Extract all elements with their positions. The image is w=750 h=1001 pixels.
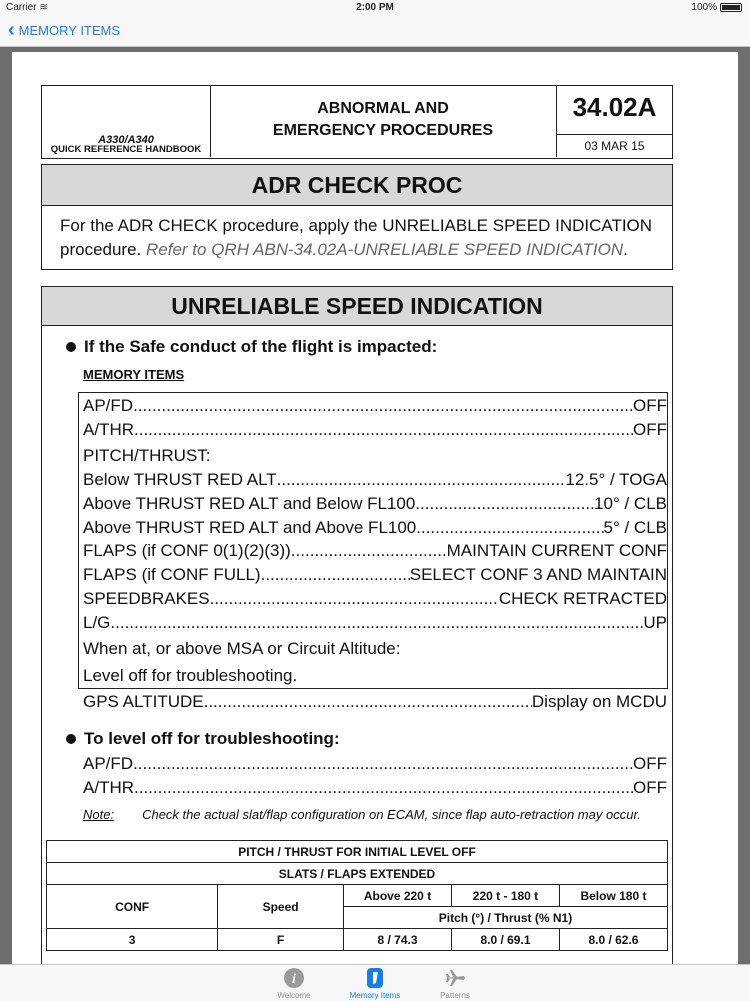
item-value: OFF xyxy=(633,778,667,797)
memory-items-label: MEMORY ITEMS xyxy=(83,367,185,382)
header-speed: Speed xyxy=(218,885,344,929)
item-value: OFF xyxy=(633,420,667,439)
tab-label: Memory Items xyxy=(349,991,401,1000)
bullet-icon xyxy=(66,734,76,744)
document-header xyxy=(41,85,673,159)
item-label: A/THR xyxy=(83,420,134,439)
section-title xyxy=(210,98,556,142)
header-below-180: Below 180 t xyxy=(559,885,667,907)
document-page[interactable] xyxy=(12,52,738,964)
tab-bar xyxy=(0,964,750,1001)
adr-text-line2 xyxy=(60,238,654,262)
table-subtitle: SLATS / FLAPS EXTENDED xyxy=(47,863,668,885)
adr-text-period: . xyxy=(623,240,628,259)
item-value: UP xyxy=(643,613,667,632)
page-number: 34.02A xyxy=(572,92,657,122)
section-title-line2: EMERGENCY PROCEDURES xyxy=(272,122,494,139)
status-bar xyxy=(0,0,750,16)
note-text: Check the actual slat/flap configuration on ECAM, since flap auto-retraction may occur. xyxy=(142,807,641,822)
item-label: L/G xyxy=(83,613,111,632)
tab-label: Patterns xyxy=(440,991,470,1000)
battery-status: 100% xyxy=(691,2,742,13)
pitch-row xyxy=(83,611,667,635)
clock: 2:00 PM xyxy=(356,2,394,13)
tab-memory-items[interactable] xyxy=(335,967,415,1000)
level-row-apfd xyxy=(83,752,667,776)
item-value: OFF xyxy=(633,754,667,773)
cell-speed: F xyxy=(218,929,344,951)
item-value: CHECK RETRACTED xyxy=(498,589,667,608)
pitch-row xyxy=(83,587,667,611)
back-button[interactable] xyxy=(8,19,121,41)
item-label: Below THRUST RED ALT xyxy=(83,470,277,489)
item-label: FLAPS (if CONF FULL) xyxy=(83,565,261,584)
pitch-row xyxy=(83,516,667,540)
cell-conf: 3 xyxy=(47,929,218,951)
adr-text-line1: For the ADR CHECK procedure, apply the UNRELIABLE SPEED INDICATION xyxy=(60,216,653,235)
note-label: Note: xyxy=(83,807,115,822)
header-220-180: 220 t - 180 t xyxy=(452,885,560,907)
pitch-thrust-label: PITCH/THRUST: xyxy=(83,446,211,465)
item-value: Display on MCDU xyxy=(531,692,667,711)
aircraft-type: A330/A340 xyxy=(98,134,154,146)
header-conf: CONF xyxy=(47,885,218,929)
book-icon xyxy=(364,967,386,989)
bullet-flight-impacted-text: If the Safe conduct of the flight is impacted: xyxy=(84,337,438,356)
tab-welcome[interactable] xyxy=(254,967,334,1000)
cell-220-180: 8.0 / 69.1 xyxy=(452,929,560,951)
svg-text:i: i xyxy=(292,972,296,987)
bullet-level-off-text: To level off for troubleshooting: xyxy=(84,729,340,748)
header-pitch-thrust: Pitch (°) / Thrust (% N1) xyxy=(343,907,667,929)
bullet-level-off xyxy=(66,729,340,749)
cell-above-220: 8 / 74.3 xyxy=(343,929,451,951)
adr-check-title: ADR CHECK PROC xyxy=(42,165,672,206)
page-number-cell xyxy=(556,86,672,157)
wifi-icon: ≋ xyxy=(39,2,48,13)
item-label: AP/FD xyxy=(83,754,134,773)
tab-label: Welcome xyxy=(277,991,311,1000)
item-value: 10° / CLB xyxy=(594,494,667,513)
item-label: A/THR xyxy=(83,778,134,797)
item-value: 12.5° / TOGA xyxy=(565,470,667,489)
info-icon xyxy=(283,967,305,989)
table-title: PITCH / THRUST FOR INITIAL LEVEL OFF xyxy=(47,841,668,863)
bullet-icon xyxy=(66,342,76,352)
level-row-athr xyxy=(83,776,667,800)
item-label: FLAPS (if CONF 0(1)(2)(3)) xyxy=(83,541,291,560)
item-label: GPS ALTITUDE xyxy=(83,692,204,711)
handbook-cell xyxy=(42,86,211,157)
battery-icon xyxy=(720,3,742,12)
unreliable-speed-title: UNRELIABLE SPEED INDICATION xyxy=(42,287,672,326)
cell-below-180: 8.0 / 62.6 xyxy=(559,929,667,951)
adr-check-text xyxy=(42,206,672,262)
item-value: 5° / CLB xyxy=(603,518,667,537)
table-row xyxy=(47,929,668,951)
pitch-row xyxy=(83,539,667,563)
item-value: OFF xyxy=(633,396,667,415)
adr-check-box xyxy=(41,164,673,270)
revision-date: 03 MAR 15 xyxy=(557,134,672,158)
item-value: MAINTAIN CURRENT CONF xyxy=(446,541,667,560)
item-label: AP/FD xyxy=(83,396,134,415)
item-label: SPEEDBRAKES xyxy=(83,589,210,608)
pitch-row xyxy=(83,492,667,516)
section-title-line1: ABNORMAL AND xyxy=(317,100,449,117)
back-label: MEMORY ITEMS xyxy=(18,22,121,38)
navigation-bar xyxy=(0,16,750,47)
memory-row-athr xyxy=(83,418,667,442)
chevron-left-icon: ‹ xyxy=(8,19,15,41)
tab-patterns[interactable] xyxy=(415,967,495,1000)
header-above-220: Above 220 t xyxy=(343,885,451,907)
level-off-instruction: Level off for troubleshooting. xyxy=(83,666,298,685)
note xyxy=(83,807,641,822)
handbook-name: QUICK REFERENCE HANDBOOK xyxy=(50,144,202,155)
item-label: Above THRUST RED ALT and Above FL100 xyxy=(83,518,417,537)
adr-text-procedure: procedure. xyxy=(60,240,142,259)
pitch-thrust-table xyxy=(46,840,668,951)
bullet-flight-impacted xyxy=(66,337,437,357)
airplane-icon xyxy=(444,967,466,989)
qrh-reference-link[interactable]: Refer to QRH ABN-34.02A-UNRELIABLE SPEED INDICATION xyxy=(146,240,624,259)
item-value: SELECT CONF 3 AND MAINTAIN xyxy=(409,565,667,584)
memory-row-apfd xyxy=(83,394,667,418)
pitch-row xyxy=(83,563,667,587)
gps-altitude-row xyxy=(83,690,667,714)
item-label: Above THRUST RED ALT and Below FL100 xyxy=(83,494,416,513)
pitch-row xyxy=(83,468,667,492)
carrier-label: Carrier ≋ xyxy=(6,2,48,13)
unreliable-speed-box xyxy=(41,286,673,964)
msa-instruction: When at, or above MSA or Circuit Altitude: xyxy=(83,639,401,658)
